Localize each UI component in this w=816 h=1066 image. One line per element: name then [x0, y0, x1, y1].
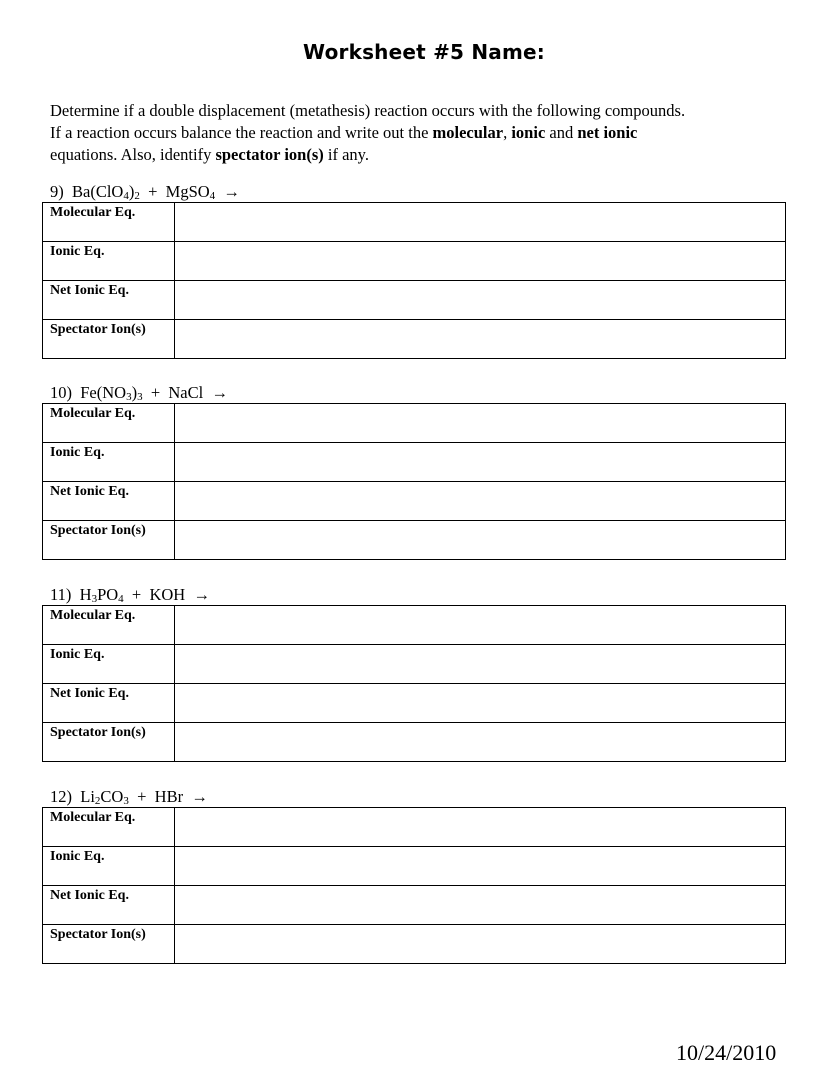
plus-sign: +: [150, 383, 161, 402]
molecular-eq-answer[interactable]: [175, 203, 786, 242]
term-ionic: ionic: [511, 123, 546, 142]
instructions-text: if any.: [323, 145, 369, 164]
molecular-eq-label: Molecular Eq.: [43, 808, 175, 847]
ionic-eq-row: [43, 242, 786, 281]
instructions-text: ,: [503, 123, 512, 142]
reactant-2: MgSO$_4$: [165, 182, 216, 202]
molecular-eq-answer[interactable]: [175, 606, 786, 645]
footer-date: 10/24/2010: [676, 1040, 777, 1065]
problem-9: [42, 181, 786, 359]
problem-number: 9): [50, 182, 64, 201]
net-ionic-eq-answer[interactable]: [175, 684, 786, 723]
molecular-eq-answer[interactable]: [175, 808, 786, 847]
reaction-arrow-icon: →: [211, 383, 228, 402]
equation-table: [42, 202, 786, 359]
ionic-eq-answer[interactable]: [175, 242, 786, 281]
reactant-2: KOH: [149, 585, 186, 604]
molecular-eq-row: [43, 606, 786, 645]
reaction-arrow-icon: →: [193, 585, 210, 604]
ionic-eq-label: Ionic Eq.: [43, 847, 175, 886]
problem-number: 10): [50, 383, 72, 402]
problem-12: [42, 786, 786, 964]
spectator-ions-answer[interactable]: [175, 521, 786, 560]
ionic-eq-answer[interactable]: [175, 443, 786, 482]
reaction-arrow-icon: →: [191, 787, 208, 806]
net-ionic-eq-label: Net Ionic Eq.: [43, 684, 175, 723]
problem-heading: [50, 584, 786, 605]
molecular-eq-row: [43, 808, 786, 847]
reactant-2: HBr: [154, 787, 184, 806]
problem-number: 12): [50, 787, 72, 806]
instructions-text: If a reaction occurs balance the reaction and write out the: [50, 123, 433, 142]
reactant-1: $Ba(ClO_4)_2$: [72, 182, 140, 202]
term-molecular: molecular: [432, 123, 504, 142]
problem-10: [42, 382, 786, 560]
term-spectator-ions: spectator ion(s): [215, 145, 324, 164]
problem-11: [42, 584, 786, 762]
ionic-eq-answer[interactable]: [175, 847, 786, 886]
ionic-eq-label: Ionic Eq.: [43, 242, 175, 281]
instructions-text: and: [545, 123, 578, 142]
reactant-2: NaCl: [168, 383, 204, 402]
molecular-eq-label: Molecular Eq.: [43, 606, 175, 645]
reactant-1: $Li_2CO_3$: [80, 787, 129, 807]
equation-table: [42, 605, 786, 762]
ionic-eq-row: [43, 645, 786, 684]
ionic-eq-answer[interactable]: [175, 645, 786, 684]
plus-sign: +: [137, 787, 147, 806]
spectator-ions-label: Spectator Ion(s): [43, 723, 175, 762]
net-ionic-eq-label: Net Ionic Eq.: [43, 886, 175, 925]
molecular-eq-answer[interactable]: [175, 404, 786, 443]
plus-sign: +: [131, 585, 142, 604]
problem-number: 11): [50, 585, 72, 604]
ionic-eq-label: Ionic Eq.: [43, 443, 175, 482]
plus-sign: +: [148, 182, 158, 201]
net-ionic-eq-answer[interactable]: [175, 886, 786, 925]
net-ionic-eq-label: Net Ionic Eq.: [43, 482, 175, 521]
ionic-eq-row: [43, 847, 786, 886]
molecular-eq-label: Molecular Eq.: [43, 404, 175, 443]
spectator-ions-row: [43, 925, 786, 964]
ionic-eq-label: Ionic Eq.: [43, 645, 175, 684]
equation-table: [42, 403, 786, 560]
spectator-ions-row: [43, 521, 786, 560]
molecular-eq-label: Molecular Eq.: [43, 203, 175, 242]
reaction-arrow-icon: →: [223, 182, 240, 201]
ionic-eq-row: [43, 443, 786, 482]
molecular-eq-row: [43, 404, 786, 443]
instructions-line-1: [50, 100, 810, 122]
equation-table: [42, 807, 786, 964]
molecular-eq-row: [43, 203, 786, 242]
term-net-ionic: net ionic: [577, 123, 638, 142]
instructions-text: Determine if a double displacement (metathesis) reaction occurs with the following compounds.: [50, 101, 686, 120]
net-ionic-eq-label: Net Ionic Eq.: [43, 281, 175, 320]
problem-heading: [50, 786, 786, 807]
worksheet-title: Worksheet #5 Name:: [303, 40, 545, 64]
instructions: [50, 100, 810, 166]
net-ionic-eq-answer[interactable]: [175, 281, 786, 320]
net-ionic-eq-answer[interactable]: [175, 482, 786, 521]
net-ionic-eq-row: [43, 886, 786, 925]
instructions-text: equations. Also, identify: [50, 145, 216, 164]
reactant-1: $Fe(NO_3)_3$: [80, 383, 143, 403]
net-ionic-eq-row: [43, 281, 786, 320]
spectator-ions-label: Spectator Ion(s): [43, 320, 175, 359]
spectator-ions-label: Spectator Ion(s): [43, 925, 175, 964]
problem-heading: [50, 382, 786, 403]
net-ionic-eq-row: [43, 482, 786, 521]
instructions-line-2: [50, 122, 810, 144]
spectator-ions-row: [43, 723, 786, 762]
spectator-ions-answer[interactable]: [175, 723, 786, 762]
reactant-1: $H_3PO_4$: [79, 585, 124, 605]
problem-heading: [50, 181, 786, 202]
net-ionic-eq-row: [43, 684, 786, 723]
spectator-ions-answer[interactable]: [175, 925, 786, 964]
spectator-ions-label: Spectator Ion(s): [43, 521, 175, 560]
spectator-ions-answer[interactable]: [175, 320, 786, 359]
spectator-ions-row: [43, 320, 786, 359]
instructions-line-3: [50, 144, 810, 166]
